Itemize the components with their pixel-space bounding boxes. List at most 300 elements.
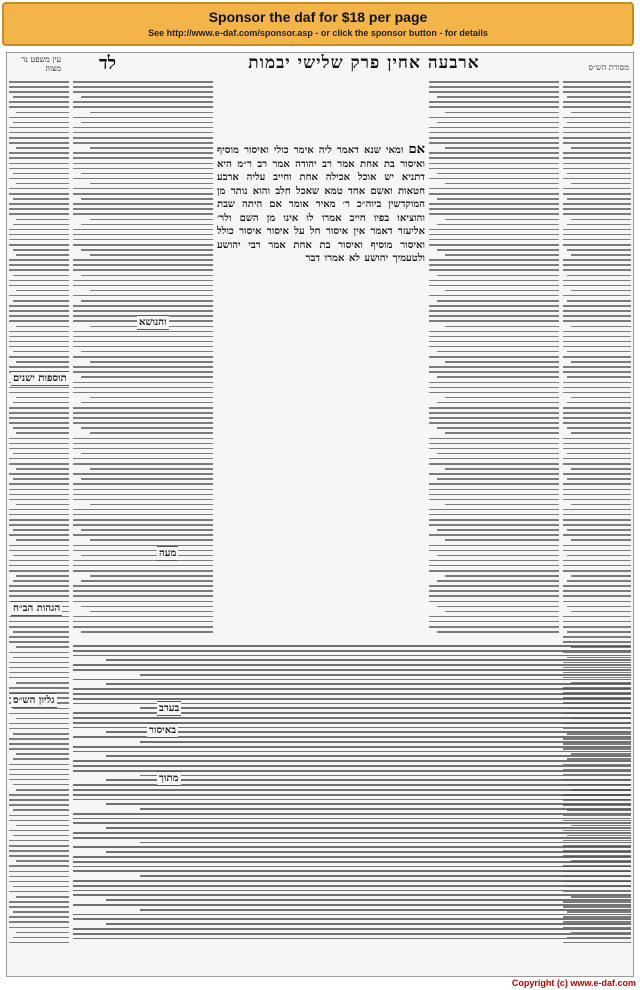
text-line [9, 565, 69, 567]
text-line [563, 157, 631, 159]
text-line [106, 683, 631, 685]
text-line [567, 96, 631, 98]
text-line [567, 249, 631, 251]
text-line [563, 407, 631, 409]
text-line [563, 601, 631, 603]
text-line [16, 825, 69, 827]
text-line [429, 585, 559, 587]
text-line [73, 193, 213, 195]
text-line [13, 886, 69, 888]
text-line [106, 923, 631, 925]
text-line [429, 178, 559, 180]
text-line [13, 733, 69, 735]
text-line [563, 91, 631, 93]
text-line [563, 489, 631, 491]
text-line [563, 310, 631, 312]
talmud-page-scan [6, 52, 634, 977]
text-line [13, 453, 69, 455]
text-line [9, 280, 69, 282]
text-line [81, 529, 213, 531]
text-line [73, 157, 213, 159]
text-line [73, 570, 213, 572]
text-line [563, 203, 631, 205]
text-line [567, 529, 631, 531]
text-line [73, 387, 213, 389]
text-line [73, 382, 213, 384]
text-line [571, 539, 631, 541]
text-line [73, 894, 631, 896]
text-line [563, 127, 631, 129]
text-line [73, 346, 213, 348]
text-line [73, 305, 213, 307]
text-line [73, 550, 213, 552]
text-line [437, 300, 559, 302]
text-line [563, 565, 631, 567]
text-line [9, 590, 69, 592]
text-line [9, 677, 69, 679]
rashi-commentary-column [73, 81, 213, 641]
text-line [9, 341, 69, 343]
text-line [9, 407, 69, 409]
text-line [16, 397, 69, 399]
text-line [437, 198, 559, 200]
text-line [73, 127, 213, 129]
text-line [429, 269, 559, 271]
text-line [445, 254, 559, 256]
text-line [73, 81, 213, 83]
text-line [16, 539, 69, 541]
text-line [9, 820, 69, 822]
copyright-notice: Copyright (c) www.e-daf.com [511, 978, 636, 988]
text-line [13, 122, 69, 124]
text-line [9, 906, 69, 908]
text-line [13, 529, 69, 531]
text-line [140, 741, 631, 743]
text-line [73, 794, 631, 796]
text-line [13, 300, 69, 302]
rashi-lines [73, 81, 213, 641]
text-line [437, 351, 559, 353]
text-line [429, 208, 559, 210]
text-line [429, 458, 559, 460]
text-line [567, 580, 631, 582]
text-line [567, 300, 631, 302]
text-line [563, 117, 631, 119]
text-line [9, 942, 69, 944]
text-line [73, 269, 213, 271]
text-line [445, 361, 559, 363]
text-line [9, 127, 69, 129]
text-line [563, 356, 631, 358]
text-line [16, 254, 69, 256]
text-line [563, 188, 631, 190]
text-line [140, 674, 631, 676]
text-line [429, 356, 559, 358]
text-line [73, 473, 213, 475]
text-line [13, 555, 69, 557]
text-line [13, 173, 69, 175]
text-line [567, 631, 631, 633]
text-line [73, 178, 213, 180]
text-line [563, 463, 631, 465]
text-line [563, 412, 631, 414]
text-line [73, 914, 631, 916]
text-line [445, 539, 559, 541]
text-line [9, 881, 69, 883]
rashi-dibur-hamatchil-1: והנושא [139, 317, 167, 328]
gemara-main-text [217, 143, 425, 643]
text-line [73, 832, 631, 834]
text-line [73, 203, 213, 205]
text-line [429, 259, 559, 261]
text-line [437, 249, 559, 251]
text-line [429, 127, 559, 129]
text-line [9, 804, 69, 806]
text-line [437, 555, 559, 557]
text-line [73, 356, 213, 358]
text-line [571, 468, 631, 470]
text-line [9, 687, 69, 689]
text-line [429, 499, 559, 501]
text-line [16, 290, 69, 292]
text-line [9, 157, 69, 159]
text-line [106, 827, 631, 829]
text-line [563, 346, 631, 348]
text-line [563, 259, 631, 261]
text-line [9, 545, 69, 547]
text-line [13, 911, 69, 913]
text-line [106, 659, 631, 661]
text-line [73, 514, 213, 516]
text-line [73, 285, 213, 287]
text-line [429, 152, 559, 154]
text-line [73, 331, 213, 333]
text-line [81, 96, 213, 98]
text-line [571, 254, 631, 256]
text-line [445, 504, 559, 506]
text-line [437, 631, 559, 633]
text-line [9, 514, 69, 516]
text-line [563, 616, 631, 618]
text-line [571, 147, 631, 149]
text-line [9, 310, 69, 312]
text-line [9, 769, 69, 771]
ein-mishpat-label: עין משפט נר מצוה [21, 55, 61, 73]
text-line [9, 178, 69, 180]
text-line [9, 106, 69, 108]
text-line [9, 667, 69, 669]
text-line [16, 860, 69, 862]
text-line [9, 259, 69, 261]
text-line [429, 595, 559, 597]
text-line [73, 524, 213, 526]
text-line [73, 117, 213, 119]
text-line [567, 198, 631, 200]
text-line [429, 157, 559, 159]
text-line [9, 850, 69, 852]
text-line [13, 224, 69, 226]
text-line [563, 514, 631, 516]
text-line [9, 331, 69, 333]
text-line [445, 611, 559, 613]
text-line [563, 320, 631, 322]
text-line [429, 341, 559, 343]
text-line [73, 168, 213, 170]
text-line [563, 371, 631, 373]
text-line [106, 851, 631, 853]
text-line [73, 188, 213, 190]
text-line [437, 275, 559, 277]
text-line [429, 81, 559, 83]
text-line [9, 662, 69, 664]
text-line [9, 738, 69, 740]
text-line [567, 402, 631, 404]
text-line [9, 86, 69, 88]
text-line [9, 229, 69, 231]
text-line [429, 392, 559, 394]
text-line [567, 453, 631, 455]
text-line [563, 239, 631, 241]
text-line [90, 219, 213, 221]
text-line [73, 918, 631, 920]
text-line [563, 331, 631, 333]
text-line [73, 616, 213, 618]
text-line [90, 112, 213, 114]
text-line [73, 336, 213, 338]
text-line [16, 753, 69, 755]
text-line [429, 509, 559, 511]
gilyon-label: גליון הש״ס [13, 695, 55, 706]
text-line [73, 280, 213, 282]
text-line [563, 142, 631, 144]
text-line [9, 117, 69, 119]
text-line [563, 295, 631, 297]
text-line [9, 366, 69, 368]
text-line [9, 636, 69, 638]
text-line [106, 731, 631, 733]
text-line [429, 280, 559, 282]
text-line [13, 580, 69, 582]
text-line [9, 239, 69, 241]
text-line [563, 626, 631, 628]
text-line [429, 101, 559, 103]
text-line [563, 336, 631, 338]
text-line [73, 545, 213, 547]
text-line [13, 809, 69, 811]
text-line [9, 443, 69, 445]
text-line [429, 626, 559, 628]
text-line [571, 183, 631, 185]
text-line [9, 320, 69, 322]
text-line [429, 336, 559, 338]
text-line [563, 595, 631, 597]
text-line [73, 86, 213, 88]
rashi-dibur-hamatchil-2: מעה [159, 548, 177, 559]
text-line [563, 473, 631, 475]
text-line [429, 550, 559, 552]
text-line [9, 203, 69, 205]
text-line [13, 96, 69, 98]
main-text-body: ומאי שנא דאמר ליה אימר כולי ואיסור מוסיף ואיסור בת אחת אמר רב יהודה אמר רב ר״מ היא דתניא יש אוכל אכילה אחת וחייב עליה ארבע חטאות ואשם אחד טמא שאכל חלב והוא נותר מן המוקדשין ביוה״כ ר׳ מאיר אומר אם היתה שבת והוציאו בפיו חייב אמרו לו אינו מן השם ולר׳ אליעזר דאמר אין איסור חל על איסור איסור כולל ואיסור מוסיף ואיסור בת אחת אמר רבי יהושע ולטעמיך יהושע לא אמרו דבר [217, 145, 425, 264]
text-line [445, 147, 559, 149]
text-line [429, 142, 559, 144]
text-line [16, 432, 69, 434]
text-line [9, 305, 69, 307]
text-line [429, 234, 559, 236]
text-line [563, 422, 631, 424]
text-line [9, 865, 69, 867]
text-line [429, 514, 559, 516]
text-line [429, 163, 559, 165]
text-line [9, 927, 69, 929]
text-line [563, 213, 631, 215]
text-line [140, 808, 631, 810]
text-line [13, 937, 69, 939]
text-line [437, 427, 559, 429]
text-line [437, 224, 559, 226]
text-line [563, 509, 631, 511]
text-line [13, 249, 69, 251]
text-line [563, 448, 631, 450]
text-line [429, 331, 559, 333]
text-line [73, 407, 213, 409]
text-line [563, 382, 631, 384]
text-line [140, 775, 631, 777]
text-line [9, 336, 69, 338]
text-line [73, 366, 213, 368]
text-line [563, 387, 631, 389]
text-line [429, 407, 559, 409]
text-line [9, 101, 69, 103]
text-line [563, 534, 631, 536]
text-line [9, 244, 69, 246]
text-line [81, 275, 213, 277]
text-line [9, 132, 69, 134]
text-line [571, 575, 631, 577]
text-line [90, 183, 213, 185]
text-line [567, 275, 631, 277]
text-line [567, 478, 631, 480]
text-line [9, 743, 69, 745]
text-line [563, 81, 631, 83]
text-line [90, 539, 213, 541]
text-line [9, 519, 69, 521]
text-line [16, 789, 69, 791]
text-line [73, 746, 631, 748]
text-line [429, 117, 559, 119]
text-line [563, 234, 631, 236]
text-line [9, 748, 69, 750]
text-line [567, 173, 631, 175]
text-line [73, 463, 213, 465]
text-line [73, 443, 213, 445]
text-line [429, 366, 559, 368]
text-line [73, 534, 213, 536]
hagahot-label: הגהות הב״ח [13, 603, 61, 614]
text-line [73, 870, 631, 872]
text-line [429, 534, 559, 536]
text-line [429, 285, 559, 287]
text-line [9, 387, 69, 389]
text-line [9, 779, 69, 781]
text-line [9, 213, 69, 215]
text-line [429, 590, 559, 592]
text-line [9, 142, 69, 144]
text-line [140, 707, 631, 709]
text-line [437, 173, 559, 175]
text-line [563, 550, 631, 552]
text-line [563, 483, 631, 485]
text-line [9, 473, 69, 475]
text-line [429, 310, 559, 312]
text-line [9, 163, 69, 165]
text-line [9, 764, 69, 766]
text-line [563, 458, 631, 460]
text-line [73, 142, 213, 144]
text-line [73, 626, 213, 628]
text-line [90, 504, 213, 506]
text-line [73, 621, 213, 623]
text-line [563, 137, 631, 139]
text-line [140, 875, 631, 877]
text-line [437, 96, 559, 98]
text-line [73, 856, 631, 858]
text-line [429, 346, 559, 348]
text-line [81, 580, 213, 582]
text-line [9, 91, 69, 93]
text-line [73, 137, 213, 139]
left-margin-notes [9, 81, 69, 951]
text-line [445, 183, 559, 185]
text-line [429, 438, 559, 440]
text-line [13, 427, 69, 429]
text-line [16, 718, 69, 720]
text-line [567, 122, 631, 124]
text-line [73, 417, 213, 419]
text-line [9, 871, 69, 873]
text-line [563, 590, 631, 592]
text-line [563, 132, 631, 134]
text-line [563, 178, 631, 180]
text-line [73, 822, 631, 824]
text-line [445, 432, 559, 434]
text-line [9, 463, 69, 465]
text-line [563, 636, 631, 638]
text-line [16, 504, 69, 506]
text-line [9, 458, 69, 460]
text-line [9, 234, 69, 236]
text-line [9, 723, 69, 725]
text-line [13, 402, 69, 404]
text-line [73, 494, 213, 496]
text-line [563, 229, 631, 231]
text-line [73, 698, 631, 700]
text-line [73, 295, 213, 297]
text-line [563, 152, 631, 154]
text-line [73, 751, 631, 753]
text-line [73, 717, 631, 719]
text-line [429, 203, 559, 205]
text-line [9, 269, 69, 271]
text-line [16, 183, 69, 185]
text-line [73, 693, 631, 695]
text-line [429, 560, 559, 562]
text-line [9, 891, 69, 893]
text-line [429, 229, 559, 231]
text-line [563, 280, 631, 282]
sponsor-banner[interactable] [2, 2, 634, 46]
text-line [73, 489, 213, 491]
